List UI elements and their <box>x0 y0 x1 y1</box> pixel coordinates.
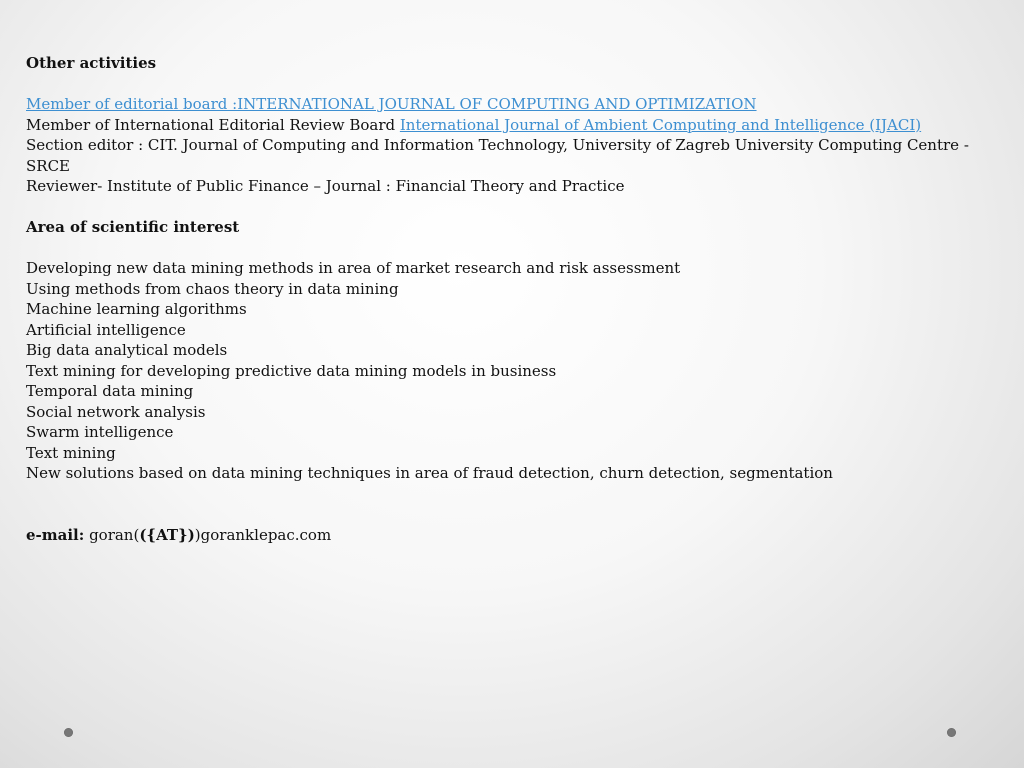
nav-dot-left <box>64 728 73 737</box>
slide-content <box>26 53 1001 545</box>
interests-heading: Area of scientific interest <box>26 218 240 236</box>
ijaci-link[interactable]: International Journal of Ambient Computing and Intelligence (IJACI) <box>399 115 922 134</box>
spacer <box>26 504 1001 525</box>
list-item: Big data analytical models <box>26 341 228 359</box>
email-label: e-mail: <box>26 525 85 544</box>
nav-dot-right <box>947 728 956 737</box>
list-item: Using methods from chaos theory in data mining <box>26 279 399 298</box>
email-user: goran( <box>84 525 140 544</box>
spacer <box>26 74 1001 95</box>
list-item: Social network analysis <box>26 402 206 421</box>
email-domain: )goranklepac.com <box>194 525 332 544</box>
list-item: Temporal data mining <box>26 382 194 400</box>
spacer <box>26 197 1001 218</box>
other-activities-heading: Other activities <box>26 54 157 72</box>
editorial-board-link[interactable]: Member of editorial board :INTERNATIONAL JOURNAL OF COMPUTING AND OPTIMIZATION <box>26 95 757 113</box>
list-item: Developing new data mining methods in area of market research and risk assessment <box>26 259 681 277</box>
list-item: Text mining for developing predictive data mining models in business <box>26 361 557 380</box>
list-item: Machine learning algorithms <box>26 300 247 318</box>
section-editor-text: Section editor : CIT. Journal of Computing and Information Technology, University of Zagreb University Computing Centre - SRCE <box>26 136 969 175</box>
review-board-line <box>26 115 1001 136</box>
list-item: Artificial intelligence <box>26 320 186 339</box>
email-at: ({AT}) <box>139 525 195 544</box>
spacer <box>26 238 1001 259</box>
interests-list <box>26 258 1001 484</box>
list-item: Swarm intelligence <box>26 423 174 441</box>
list-item: Text mining <box>26 443 116 462</box>
spacer <box>26 484 1001 505</box>
reviewer-text: Reviewer- Institute of Public Finance – Journal : Financial Theory and Practice <box>26 177 625 195</box>
list-item: New solutions based on data mining techniques in area of fraud detection, churn detection, segmentation <box>26 464 833 482</box>
review-board-prefix: Member of International Editorial Review Board <box>26 115 400 134</box>
email-line <box>26 525 1001 546</box>
